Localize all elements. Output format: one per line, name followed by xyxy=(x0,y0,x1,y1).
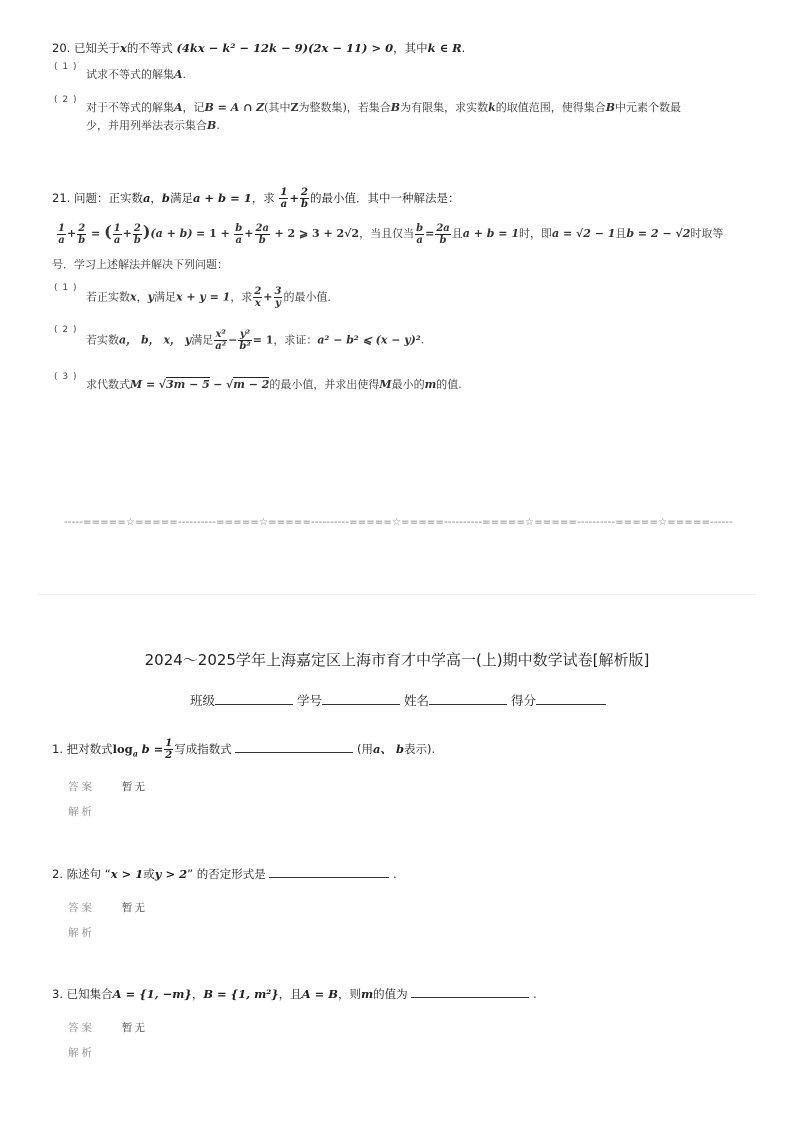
question-number: 1. xyxy=(52,742,63,756)
page-divider xyxy=(38,594,756,595)
section-separator: -----=====☆=====----------=====☆=====----------=====☆=====----------=====☆=====----------=====☆=====------ xyxy=(64,517,733,528)
fraction: $\frac{2}{b}$ xyxy=(78,222,86,246)
q21-part1-number: ( 1 ) xyxy=(54,283,78,293)
class-blank[interactable] xyxy=(215,704,293,705)
id-label: 学号 xyxy=(297,693,323,708)
question-number: 2. xyxy=(52,867,63,881)
analysis-label: 解析 xyxy=(68,1047,95,1059)
answer-label: 答案 xyxy=(68,1022,95,1034)
question-1: 1. 把对数式$\log_a b$ = $\frac{1}{2}$ 写成指数式 (用a、 b表示). xyxy=(52,738,436,761)
exam-title: 2024～2025学年上海嘉定区上海市育才中学高一(上)期中数学试卷[解析版] xyxy=(144,651,650,669)
question-3: 3. 已知集合A = {1, −m}，B = {1, m²}，且A = B，则m的值为 . xyxy=(52,987,537,1001)
name-blank[interactable] xyxy=(429,704,507,705)
student-info-row xyxy=(190,691,606,709)
q21-solution-line1: $\frac{1}{a}$ + $\frac{2}{b}$ = ( $\frac{1}{a}$ + $\frac{2}{b}$ )(a + b) = 1 + $\frac{b}{a}$ + $\frac{2a}{b}$ + 2 ⩾ 3 + 2√2，当且仅当 $\frac{b}{a}$ = $\frac{2a}{b}$ 且a + b = 1时，即a = √2 − 1且b = 2 − √2时取等 xyxy=(58,222,724,246)
fraction: $\frac{\text{x²}}{\text{a²}}$ xyxy=(215,329,227,352)
answer-value: 暂无 xyxy=(122,902,147,914)
answer-value: 暂无 xyxy=(122,1022,147,1034)
answer-label: 答案 xyxy=(68,902,95,914)
fraction: $\frac{1}{a}$ xyxy=(113,222,121,246)
fraction: $\frac{\text{y²}}{\text{b²}}$ xyxy=(239,329,251,352)
analysis-label: 解析 xyxy=(68,927,95,939)
fraction: $\frac{2a}{b}$ xyxy=(436,222,450,246)
class-label: 班级 xyxy=(190,693,216,708)
q21-part2-text: 若实数a， b， x， y满足 $\frac{\text{x²}}{\text{a²}}$ − $\frac{\text{y²}}{\text{b²}}$ = 1，求证：a² − b² ⩽ (x − y)². xyxy=(86,329,425,352)
fraction: $\frac{1}{a}$ xyxy=(58,222,65,246)
fraction: $\frac{b}{a}$ xyxy=(416,222,424,246)
q21-part3-number: ( 3 ) xyxy=(54,372,78,382)
answer-value: 暂无 xyxy=(122,781,147,793)
analysis-label: 解析 xyxy=(68,806,95,818)
q20-part1-number: ( 1 ) xyxy=(54,62,78,72)
question-number: 3. xyxy=(52,987,63,1001)
fraction: $\frac{2}{x}$ xyxy=(254,286,262,309)
id-blank[interactable] xyxy=(322,704,400,705)
name-label: 姓名 xyxy=(404,693,430,708)
question-2: 2. 陈述句 “x > 1或y > 2” 的否定形式是 . xyxy=(52,867,397,881)
answer-blank[interactable] xyxy=(269,877,389,878)
fraction: $\frac{1}{a}$ xyxy=(280,187,288,210)
answer-blank[interactable] xyxy=(235,752,353,753)
q20-stem: 20. 已知关于x的不等式 (4kx − k² − 12k − 9)(2x − 11) > 0，其中k ∈ R. xyxy=(52,41,466,55)
question-number: 20. xyxy=(52,41,71,55)
fraction: $\frac{2}{b}$ xyxy=(133,222,141,246)
score-label: 得分 xyxy=(511,693,537,708)
q21-part3-text: 求代数式M = √3m − 5 − √m − 2的最小值，并求出使得M最小的m的值. xyxy=(86,378,462,391)
answer-label: 答案 xyxy=(68,781,95,793)
fraction: $\frac{2}{b}$ xyxy=(301,187,308,210)
fraction: $\frac{b}{a}$ xyxy=(235,222,243,246)
fraction: $\frac{2a}{b}$ xyxy=(255,222,269,246)
score-blank[interactable] xyxy=(536,704,606,705)
inequality-expression: (4kx − k² − 12k − 9)(2x − 11) > 0 xyxy=(176,41,394,55)
q21-stem: 21. 问题：正实数a，b满足a + b = 1，求 $\frac{1}{a}$ + $\frac{2}{b}$ 的最小值．其中一种解法是： xyxy=(52,187,460,210)
fraction: $\frac{3}{y}$ xyxy=(274,286,282,309)
q20-part2-line1: 对于不等式的解集A，记B = A ∩ Z(其中Z为整数集)，若集合B为有限集，求实数k的取值范围，使得集合B中元素个数最 xyxy=(86,101,682,114)
q20-part2-number: ( 2 ) xyxy=(54,95,78,105)
q21-solution-line2: 号．学习上述解法并解决下列问题： xyxy=(52,258,228,271)
fraction: $\frac{1}{2}$ xyxy=(165,738,173,761)
answer-blank[interactable] xyxy=(411,997,529,998)
q20-part2-line2: 少，并用列举法表示集合B. xyxy=(86,119,220,132)
q20-part1-text: 试求不等式的解集A. xyxy=(86,68,187,81)
question-number: 21. xyxy=(52,191,71,205)
q21-part2-number: ( 2 ) xyxy=(54,325,78,335)
q21-part1-text: 若正实数x，y满足x + y = 1，求 $\frac{2}{x}$ + $\frac{3}{y}$ 的最小值． xyxy=(86,286,339,309)
